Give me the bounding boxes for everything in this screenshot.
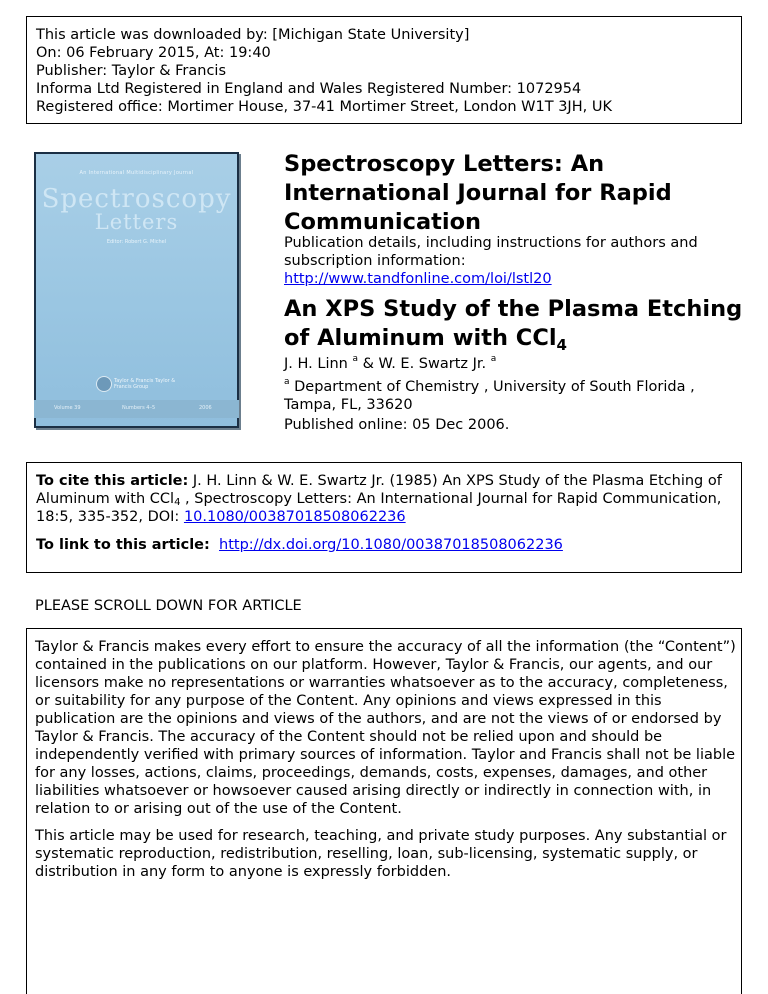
citation-paragraph (36, 472, 741, 526)
cover-volume: Volume 39 (54, 405, 81, 411)
link-paragraph (36, 536, 741, 554)
cover-subtitle: Editor: Robert G. Michel (106, 239, 167, 245)
cover-bottom-band (34, 400, 239, 418)
disclaimer-paragraph-1: Taylor & Francis makes every effort to ensure the accuracy of all the information (the “Content”) contained in the publications on our platform. However, Taylor & Francis, our agents, and our licensors make no representations or warranties whatsoever as to the accuracy, completeness, or suitability for any purpose of the Content. Any opinions and views expressed in this publication are the opinions and views of the authors, and are not the views of or endorsed by Taylor & Francis. The accuracy of the Content should not be relied upon and should be independently verified with primary sources of information. Taylor and Francis shall not be liable for any losses, actions, claims, proceedings, demands, costs, expenses, damages, and other liabilities whatsoever or howsoever caused arising directly or indirectly in connection with, in relation to or arising out of the use of the Content. (35, 639, 736, 817)
author-separator: & (357, 356, 379, 372)
cite-subscript: 4 (174, 497, 181, 508)
download-line-office: Registered office: Mortimer House, 37-41 Mortimer Street, London W1T 3JH, UK (36, 99, 612, 115)
link-label: To link to this article: (36, 537, 210, 553)
publisher-logo-icon (96, 376, 112, 392)
cover-number: Numbers 4–5 (122, 405, 156, 411)
publication-details (284, 234, 744, 288)
author-1: J. H. Linn (284, 356, 348, 372)
article-title-text: An XPS Study of the Plasma Etching of Aluminum with CCl (284, 296, 743, 351)
download-line-registration: Informa Ltd Registered in England and Wales Registered Number: 1072954 (36, 81, 582, 97)
cite-text-before: J. H. Linn & W. E. Swartz Jr. (1985) An XPS Study of the Plasma Etching of Aluminum with CCl (36, 473, 722, 507)
journal-cover-image (34, 152, 239, 428)
cite-label: To cite this article: (36, 473, 189, 489)
publication-details-text: Publication details, including instructions for authors and subscription information: (284, 235, 698, 269)
disclaimer-paragraph-2: This article may be used for research, teaching, and private study purposes. Any substantial or systematic reproduction, redistribution, reselling, loan, sub-licensing, systematic supply, or distribution in any form to anyone is expressly forbidden. (35, 828, 727, 880)
download-line-date: On: 06 February 2015, At: 19:40 (36, 45, 271, 61)
article-url-link[interactable]: http://dx.doi.org/10.1080/00387018508062236 (219, 537, 563, 553)
affiliation-mark: a (284, 377, 290, 387)
affiliation-text: Department of Chemistry , University of South Florida , Tampa, FL, 33620 (284, 379, 695, 413)
download-info-box (26, 16, 742, 124)
authors-line (284, 355, 496, 373)
doi-link[interactable]: 10.1080/00387018508062236 (183, 509, 406, 525)
disclaimer-box (26, 628, 742, 994)
cover-small-header: An International Multidisciplinary Journal (79, 170, 194, 176)
journal-title: Spectroscopy Letters: An International Journal for Rapid Communication (284, 151, 672, 235)
cover-title-line2: Letters (94, 210, 179, 234)
cover-title-line1: Spectroscopy (41, 184, 232, 214)
download-line-publisher: Publisher: Taylor & Francis (36, 63, 226, 79)
author-2-aff-mark: a (490, 354, 497, 364)
article-title (284, 295, 744, 353)
journal-url-link[interactable]: http://www.tandfonline.com/loi/lstl20 (284, 271, 552, 287)
article-title-subscript: 4 (556, 336, 567, 354)
download-line-source: This article was downloaded by: [Michigan State University] (36, 27, 470, 43)
scroll-notice: PLEASE SCROLL DOWN FOR ARTICLE (35, 598, 302, 614)
cover-publisher: Taylor & Francis Taylor & Francis Group (114, 378, 176, 390)
cite-text-after: , Spectroscopy Letters: An International Journal for Rapid Communication, 18:5, 335-352, DOI: (36, 491, 722, 525)
cover-year: 2006 (199, 405, 212, 411)
citation-box (26, 462, 742, 573)
author-1-aff-mark: a (352, 354, 358, 364)
published-online: Published online: 05 Dec 2006. (284, 417, 510, 433)
author-2: W. E. Swartz Jr. (378, 356, 487, 372)
affiliation (284, 378, 744, 414)
